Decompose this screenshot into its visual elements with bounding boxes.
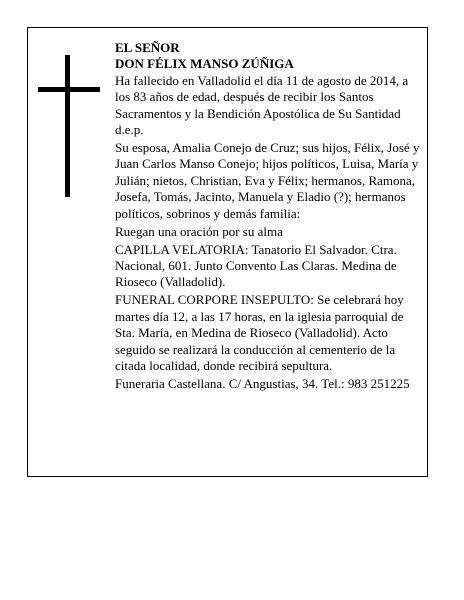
cross-vertical-bar	[65, 55, 70, 197]
cross-horizontal-bar	[38, 87, 100, 92]
deceased-name: DON FÉLIX MANSO ZÚÑIGA	[115, 56, 294, 72]
prayer-request: Ruegan una oración por su alma	[115, 223, 283, 239]
death-announcement: Ha fallecido en Valladolid el día 11 de agosto de 2014, a los 83 años de edad, después de recibir los Santos Sacramentos y la Bendición Apostólica de Su Santidad d.e.p.	[115, 72, 409, 138]
funeral-home-contact: Funeraria Castellana. C/ Angustias, 34. Tel.: 983 251225	[115, 376, 410, 392]
funeral-info: FUNERAL CORPORE INSEPULTO: Se celebrará hoy martes día 12, a las 17 horas, en la iglesia parroquial de Sta. María, en Medina de Rioseco (Valladolid). Acto seguido se realizará la conducción al cementerio de la citada localidad, donde recibirá sepultura.	[115, 292, 404, 374]
chapel-info: CAPILLA VELATORIA: Tanatorio El Salvador. Ctra. Nacional, 601. Junto Convento Las Claras. Medina de Rioseco (Valladolid).	[115, 241, 397, 290]
obituary-text	[115, 40, 420, 394]
notice-title: EL SEÑOR	[115, 40, 180, 55]
family-list: Su esposa, Amalia Conejo de Cruz; sus hijos, Félix, José y Juan Carlos Manso Conejo; hijos políticos, Luisa, María y Julián; nietos, Christian, Eva y Félix; hermanos, Ramona, Josefa, Tomás, Jacinto, Manuela y Eladio (?); hermanos políticos, sobrinos y demás familia:	[115, 140, 420, 221]
cross-icon	[38, 55, 100, 197]
